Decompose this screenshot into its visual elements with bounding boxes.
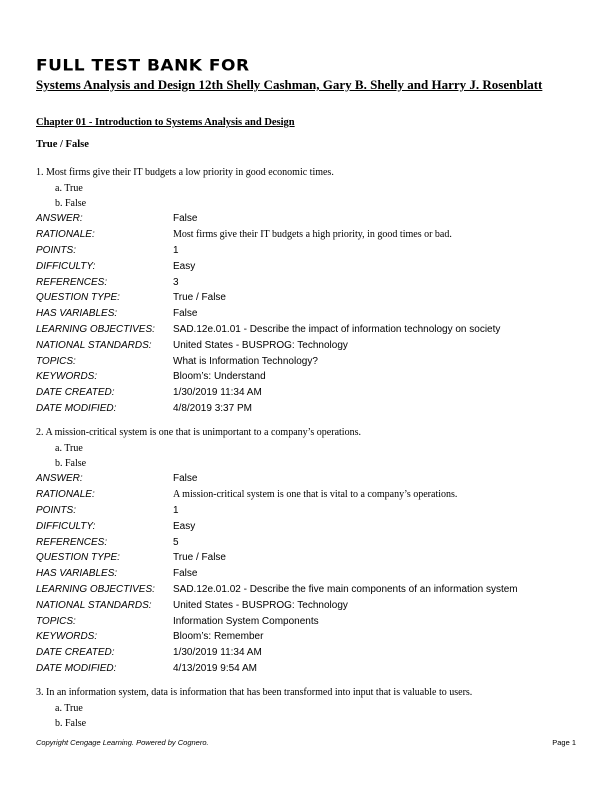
keywords-value: Bloom’s: Remember <box>173 631 264 643</box>
meta-row-answer <box>36 211 576 227</box>
option-false: b. False <box>55 458 87 469</box>
meta-label: REFERENCES: <box>36 536 108 548</box>
question-type-value: True / False <box>173 292 226 304</box>
document-title: FULL TEST BANK FOR <box>36 56 250 75</box>
answer-options <box>36 441 576 471</box>
meta-label: DATE MODIFIED: <box>36 402 117 414</box>
topics-value: What is Information Technology? <box>173 355 318 367</box>
meta-label: HAS VARIABLES: <box>36 568 118 580</box>
meta-row-national-standards <box>36 337 576 353</box>
meta-label: KEYWORDS: <box>36 631 98 643</box>
meta-label: LEARNING OBJECTIVES: <box>36 583 155 595</box>
question-metadata <box>36 471 576 676</box>
meta-row-keywords <box>36 629 576 645</box>
points-value: 1 <box>173 504 179 516</box>
question-text: 3. In an information system, data is information that has been transformed into input that is valuable to users. <box>36 687 473 698</box>
meta-row-topics <box>36 613 576 629</box>
meta-label: NATIONAL STANDARDS: <box>36 599 152 611</box>
meta-row-points <box>36 243 576 259</box>
learning-objectives-value: SAD.12e.01.01 - Describe the impact of information technology on society <box>173 323 501 335</box>
meta-row-has-variables <box>36 566 576 582</box>
meta-label: ANSWER: <box>36 473 83 485</box>
date-modified-value: 4/13/2019 9:54 AM <box>173 662 257 674</box>
question-3 <box>36 686 576 731</box>
meta-label: TOPICS: <box>36 355 76 367</box>
meta-label: QUESTION TYPE: <box>36 292 120 304</box>
learning-objectives-value: SAD.12e.01.02 - Describe the five main components of an information system <box>173 583 518 595</box>
meta-label: DIFFICULTY: <box>36 520 96 532</box>
meta-label: DATE CREATED: <box>36 387 115 399</box>
question-text: 1. Most firms give their IT budgets a low priority in good economic times. <box>36 167 334 178</box>
meta-row-points <box>36 503 576 519</box>
meta-label: ANSWER: <box>36 213 83 225</box>
document-subtitle: Systems Analysis and Design 12th Shelly Cashman, Gary B. Shelly and Harry J. Rosenblatt <box>36 77 543 92</box>
meta-label: LEARNING OBJECTIVES: <box>36 323 155 335</box>
option-true: a. True <box>55 443 83 454</box>
meta-label: DATE CREATED: <box>36 647 115 659</box>
section-heading: True / False <box>36 139 89 150</box>
footer-page-number: Page 1 <box>552 738 576 747</box>
option-false: b. False <box>55 198 87 209</box>
meta-label: REFERENCES: <box>36 276 108 288</box>
meta-label: HAS VARIABLES: <box>36 308 118 320</box>
meta-row-topics <box>36 353 576 369</box>
date-modified-value: 4/8/2019 3:37 PM <box>173 402 252 414</box>
meta-label: RATIONALE: <box>36 489 95 501</box>
chapter-heading: Chapter 01 - Introduction to Systems Analysis and Design <box>36 117 295 128</box>
meta-row-question-type <box>36 550 576 566</box>
question-1 <box>36 166 576 416</box>
meta-row-rationale <box>36 487 576 503</box>
option-true: a. True <box>55 183 83 194</box>
meta-row-difficulty <box>36 518 576 534</box>
meta-row-has-variables <box>36 306 576 322</box>
has-variables-value: False <box>173 308 198 320</box>
answer-options <box>36 181 576 211</box>
difficulty-value: Easy <box>173 260 196 272</box>
points-value: 1 <box>173 244 179 256</box>
meta-label: POINTS: <box>36 244 77 256</box>
date-created-value: 1/30/2019 11:34 AM <box>173 387 262 399</box>
meta-row-date-created <box>36 385 576 401</box>
question-text: 2. A mission-critical system is one that is unimportant to a company’s operations. <box>36 427 361 438</box>
meta-row-national-standards <box>36 597 576 613</box>
meta-row-keywords <box>36 369 576 385</box>
meta-label: DATE MODIFIED: <box>36 662 117 674</box>
meta-row-learning-objectives <box>36 322 576 338</box>
meta-label: RATIONALE: <box>36 229 95 241</box>
date-created-value: 1/30/2019 11:34 AM <box>173 647 262 659</box>
topics-value: Information System Components <box>173 615 319 627</box>
references-value: 5 <box>173 536 179 548</box>
meta-label: POINTS: <box>36 504 77 516</box>
meta-label: NATIONAL STANDARDS: <box>36 339 152 351</box>
meta-label: QUESTION TYPE: <box>36 552 120 564</box>
footer-copyright: Copyright Cengage Learning. Powered by Cognero. <box>36 738 209 747</box>
national-standards-value: United States - BUSPROG: Technology <box>173 339 348 351</box>
meta-row-date-modified <box>36 401 576 417</box>
meta-row-date-modified <box>36 661 576 677</box>
meta-row-references <box>36 534 576 550</box>
question-type-value: True / False <box>173 552 226 564</box>
answer-options <box>36 701 576 731</box>
option-false: b. False <box>55 718 87 729</box>
rationale-value: Most firms give their IT budgets a high priority, in good times or bad. <box>173 229 452 241</box>
meta-row-learning-objectives <box>36 582 576 598</box>
option-true: a. True <box>55 703 83 714</box>
meta-row-date-created <box>36 645 576 661</box>
answer-value: False <box>173 213 198 225</box>
meta-row-references <box>36 274 576 290</box>
national-standards-value: United States - BUSPROG: Technology <box>173 599 348 611</box>
meta-label: TOPICS: <box>36 615 76 627</box>
meta-row-answer <box>36 471 576 487</box>
question-2 <box>36 426 576 676</box>
keywords-value: Bloom’s: Understand <box>173 371 266 383</box>
references-value: 3 <box>173 276 179 288</box>
rationale-value: A mission-critical system is one that is vital to a company’s operations. <box>173 489 458 501</box>
meta-label: DIFFICULTY: <box>36 260 96 272</box>
question-metadata <box>36 211 576 416</box>
answer-value: False <box>173 473 198 485</box>
meta-row-difficulty <box>36 258 576 274</box>
has-variables-value: False <box>173 568 198 580</box>
difficulty-value: Easy <box>173 520 196 532</box>
meta-row-question-type <box>36 290 576 306</box>
meta-label: KEYWORDS: <box>36 371 98 383</box>
meta-row-rationale <box>36 227 576 243</box>
